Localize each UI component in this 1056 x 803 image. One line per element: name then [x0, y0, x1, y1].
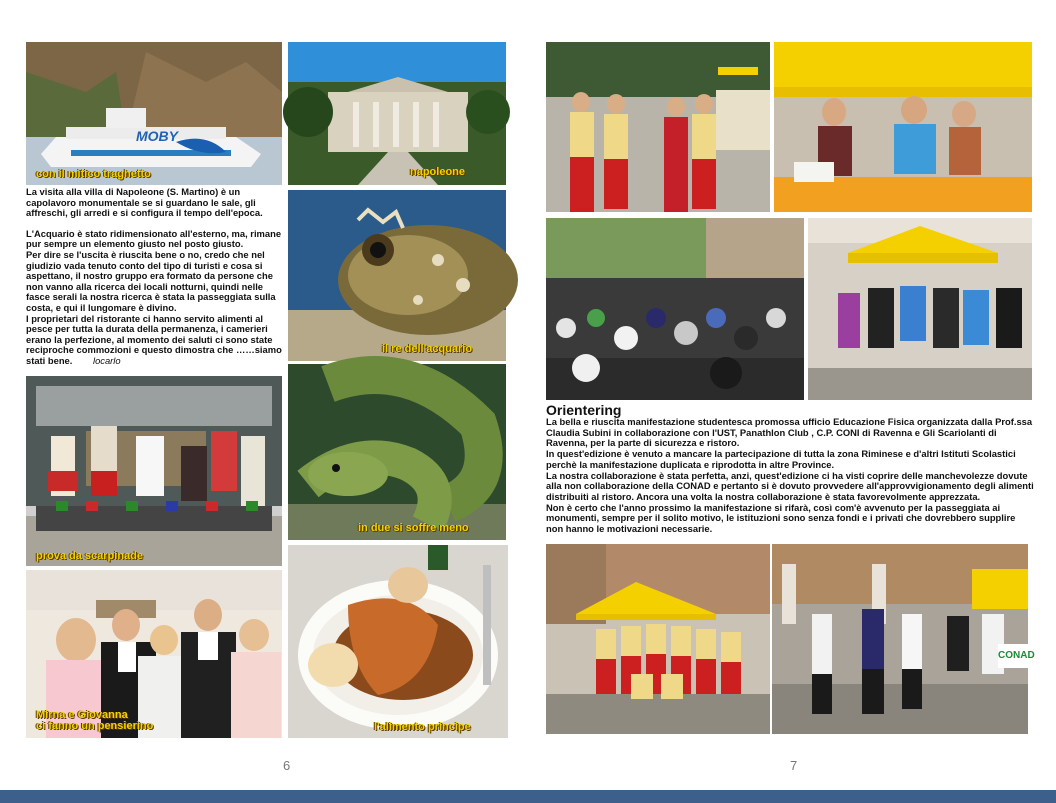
article-paragraph-text: I proprietari del ristorante ci hanno servito alimenti al pesce per tutta la durata della permanenza, i camerieri erano la perfezione, al momento dei saluti ci sono state reciproche commozioni e questo dimostra che ……siamo stati bene. — [26, 312, 282, 366]
caption-group-outdoor: prova da scarpinade — [36, 550, 143, 562]
photo-crowd-piazza — [546, 218, 804, 400]
article-text — [26, 187, 284, 367]
caption-group-indoor — [36, 710, 196, 732]
photo-villa — [288, 42, 506, 185]
caption-line: ci fanno un pensierino — [36, 720, 154, 732]
photo-students-walking — [772, 544, 1035, 734]
signature: locarlo — [92, 354, 121, 366]
section-title: Orientering — [546, 402, 622, 418]
ferry-logo: MOBY — [136, 128, 178, 144]
conad-banner: CONAD — [998, 644, 1028, 668]
orientering-paragraph: In quest'edizione è venuto a mancare la partecipazione di tutta la zona Riminese e d'altri Istituti Scolastici perchè la manifestazione duplicata e riprodotta in altre Province. — [546, 448, 1016, 470]
orientering-paragraph: La bella e riuscita manifestazione studentesca promossa ufficio Educazione Fisica organizzata dalla Prof.ssa Claudia Subini in collaborazione con l'UST, Panathlon Club , C.P. CONI di Ravenna e Gli Scariolanti di Ravenna, per la parte di sicurezza e ristoro. — [546, 416, 1033, 449]
article-paragraph: L'Acquario è stato ridimensionato all'esterno, ma, rimane pur sempre un elemento giusto nel posto giusto. — [26, 227, 282, 250]
photo-students-tent — [808, 218, 1032, 400]
caption-villa: napoleone — [410, 166, 466, 178]
caption-ferry: con il mitico traghetto — [36, 168, 151, 180]
photo-group-indoor — [26, 570, 282, 738]
photo-team-red — [546, 544, 770, 734]
photo-refreshment-tent — [774, 42, 1032, 212]
photo-moray — [288, 364, 506, 540]
photo-ferry — [26, 42, 282, 185]
article-paragraph: Per dire se l'uscita è riuscita bene o no, credo che nel giudizio vada tenuto conto del tipo di turisti e cosa si aspettano, il nostro gruppo era formato da persone che non vanno alla ricerca dei locali notturni, quindi nelle fasce serali la nostra ricerca è stata la passeggiata sulla costa, e qui il lungomare è divino. — [26, 248, 276, 313]
orientering-text — [546, 417, 1034, 535]
orientering-paragraph: La nostra collaborazione è stata perfetta, anzi, quest'edizione ci ha visti coprire delle manchevolezze dovute alla non collaborazione della CONAD e pertanto si è dovuto provvedere all'approvvigionamento degli alimenti distribuiti al ristoro. Ancora una volta la nostra collaborazione è stata favorevolmente apprezzata. — [546, 469, 1034, 502]
article-paragraph: La visita alla villa di Napoleone (S. Martino) è un capolavoro monumentale se si guardano le sale, gli affreschi, gli arredi e si configura il tempo dell'epoca. — [26, 186, 263, 219]
caption-moray: in due si soffre meno — [358, 522, 469, 534]
photo-volunteers — [546, 42, 770, 212]
photo-group-outdoor — [26, 376, 282, 566]
page-number-right: 7 — [790, 758, 798, 773]
orientering-paragraph: Non è certo che l'anno prossimo la manifestazione si rifarà, così com'è avvenuto per la passeggiata ai monumenti, sempre per il solito motivo, le istituzioni sono senza fondi e i privati che dovrebbero supplire non hanno le motivazioni necessarie. — [546, 501, 1016, 535]
photo-dish — [288, 545, 508, 738]
caption-dish: l'alimento principe — [374, 721, 471, 733]
article-paragraph — [26, 314, 284, 367]
page-number-left: 6 — [283, 758, 291, 773]
caption-line: Mirna e Giovanna — [36, 709, 128, 721]
caption-fish: il re dell'acquario — [382, 343, 473, 355]
photo-fish — [288, 190, 506, 361]
bottom-bar — [0, 790, 1056, 803]
